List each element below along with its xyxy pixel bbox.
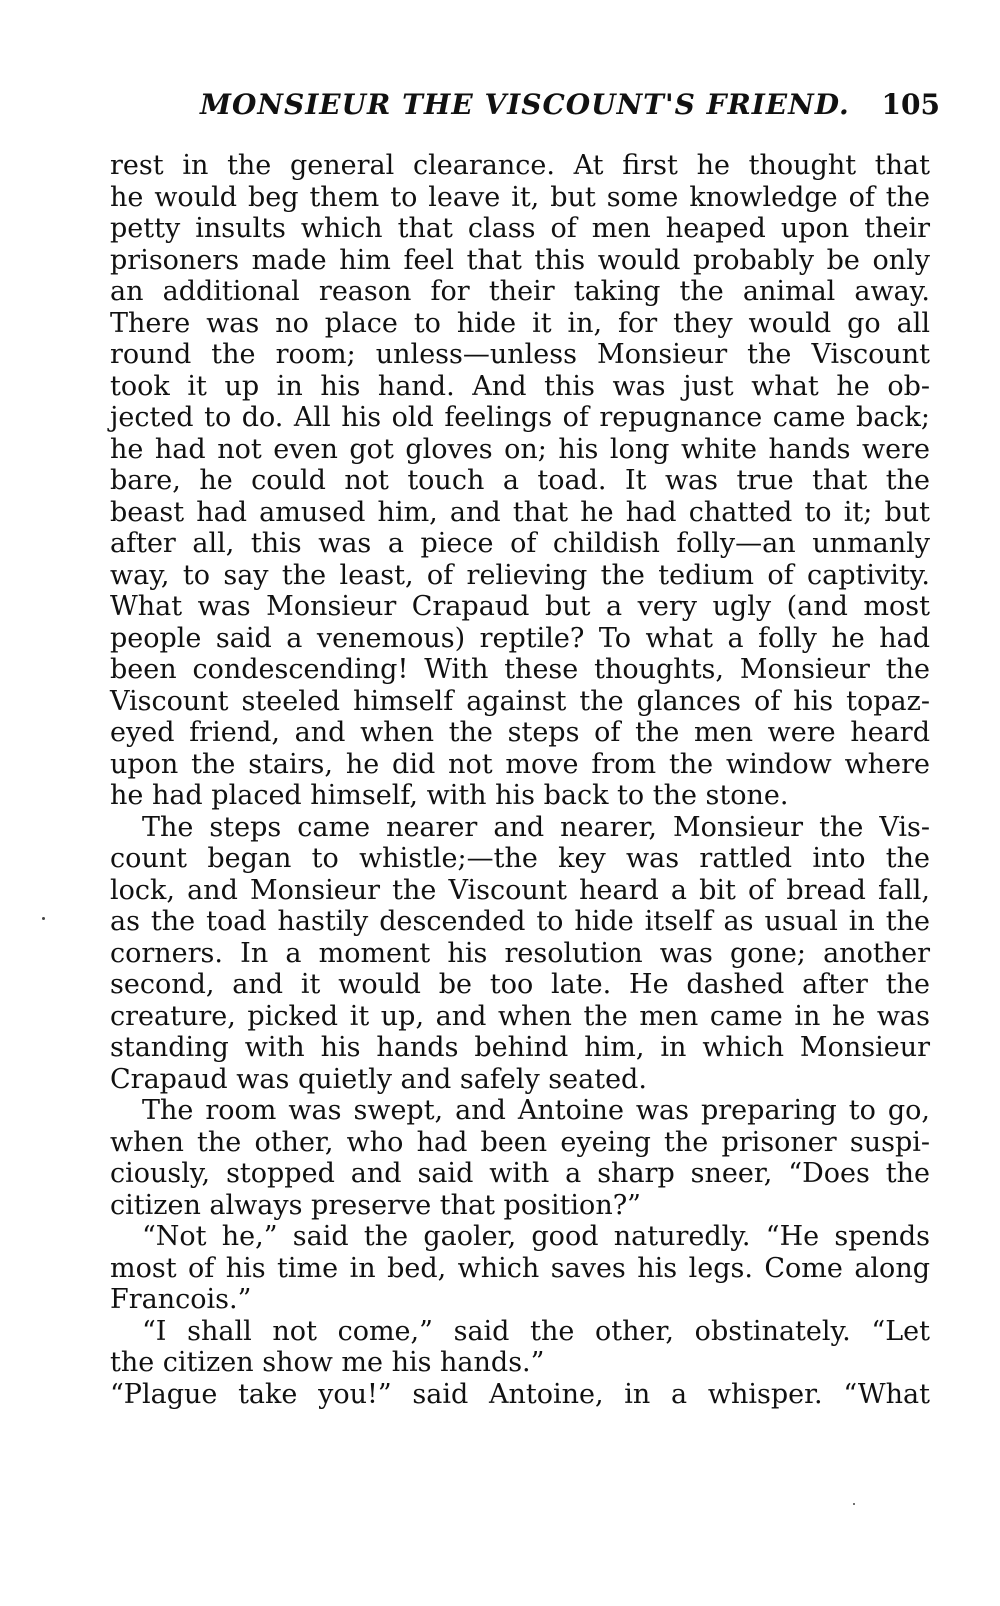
print-speck <box>42 917 45 920</box>
paragraph-start-line: “I shall not come,” said the other, obstinately. “Let <box>142 1315 930 1347</box>
paragraph-start-line: The steps came nearer and nearer, Monsieur the Vis- <box>142 811 930 843</box>
text-line: standing with his hands behind him, in which Monsieur <box>110 1032 930 1063</box>
paragraph-start-line: “Not he,” said the gaoler, good naturedly. “He spends <box>142 1221 930 1252</box>
text-line: corners. In a moment his resolution was gone; another <box>110 937 930 969</box>
text-line: petty insults which that class of men heaped upon their <box>110 213 930 244</box>
text-line: lock, and Monsieur the Viscount heard a bit of bread fall, <box>110 874 930 906</box>
paragraph-end-line: the citizen show me his hands.” <box>110 1347 545 1378</box>
paragraph-end-line: he had placed himself, with his back to the stone. <box>110 780 789 811</box>
text-line: prisoners made him feel that this would probably be only <box>110 244 930 276</box>
text-line: most of his time in bed, which saves his legs. Come along <box>110 1252 930 1284</box>
paragraph-end-line: citizen always preserve that position?” <box>110 1189 641 1221</box>
body-text <box>110 150 930 1410</box>
text-line: after all, this was a piece of childish folly—an unmanly <box>110 528 930 559</box>
text-line: upon the stairs, he did not move from the window where <box>110 748 930 780</box>
text-line: Viscount steeled himself against the glances of his topaz- <box>110 685 930 717</box>
text-line: took it up in his hand. And this was just what he ob- <box>110 370 930 402</box>
running-title: MONSIEUR THE VISCOUNT'S FRIEND. <box>200 88 850 121</box>
text-line: What was Monsieur Crapaud but a very ugly (and most <box>110 591 930 622</box>
print-speck <box>853 1503 855 1505</box>
text-line: when the other, who had been eyeing the prisoner suspi- <box>110 1126 930 1158</box>
running-head <box>200 88 940 128</box>
text-line: he would beg them to leave it, but some knowledge of the <box>110 181 930 213</box>
text-line: way, to say the least, of relieving the tedium of captivity. <box>110 559 930 591</box>
paragraph-end-line: Crapaud was quietly and safely seated. <box>110 1063 647 1095</box>
text-line: second, and it would be too late. He dashed after the <box>110 969 930 1000</box>
text-line: people said a venemous) reptile? To what a folly he had <box>110 622 930 654</box>
text-line: round the room; unless—unless Monsieur the Viscount <box>110 339 930 370</box>
text-line: an additional reason for their taking the animal away. <box>110 276 930 307</box>
text-line: bare, he could not touch a toad. It was true that the <box>110 465 930 496</box>
text-line: jected to do. All his old feelings of repugnance came back; <box>110 402 930 433</box>
paragraph-start-line: “Plague take you!” said Antoine, in a whisper. “What <box>110 1378 930 1410</box>
text-line: eyed friend, and when the steps of the men were heard <box>110 717 930 748</box>
text-line: rest in the general clearance. At first he thought that <box>110 150 930 181</box>
text-line: he had not even got gloves on; his long white hands were <box>110 433 930 465</box>
text-line: beast had amused him, and that he had chatted to it; but <box>110 496 930 528</box>
paragraph-start-line: The room was swept, and Antoine was preparing to go, <box>142 1095 930 1126</box>
text-line: There was no place to hide it in, for they would go all <box>110 307 930 339</box>
paragraph-end-line: Francois.” <box>110 1284 252 1315</box>
text-line: ciously, stopped and said with a sharp sneer, “Does the <box>110 1158 930 1189</box>
text-line: creature, picked it up, and when the men came in he was <box>110 1000 930 1032</box>
text-line: been condescending! With these thoughts, Monsieur the <box>110 654 930 685</box>
page-number: 105 <box>881 88 940 121</box>
text-line: as the toad hastily descended to hide itself as usual in the <box>110 906 930 937</box>
text-line: count began to whistle;—the key was rattled into the <box>110 843 930 874</box>
